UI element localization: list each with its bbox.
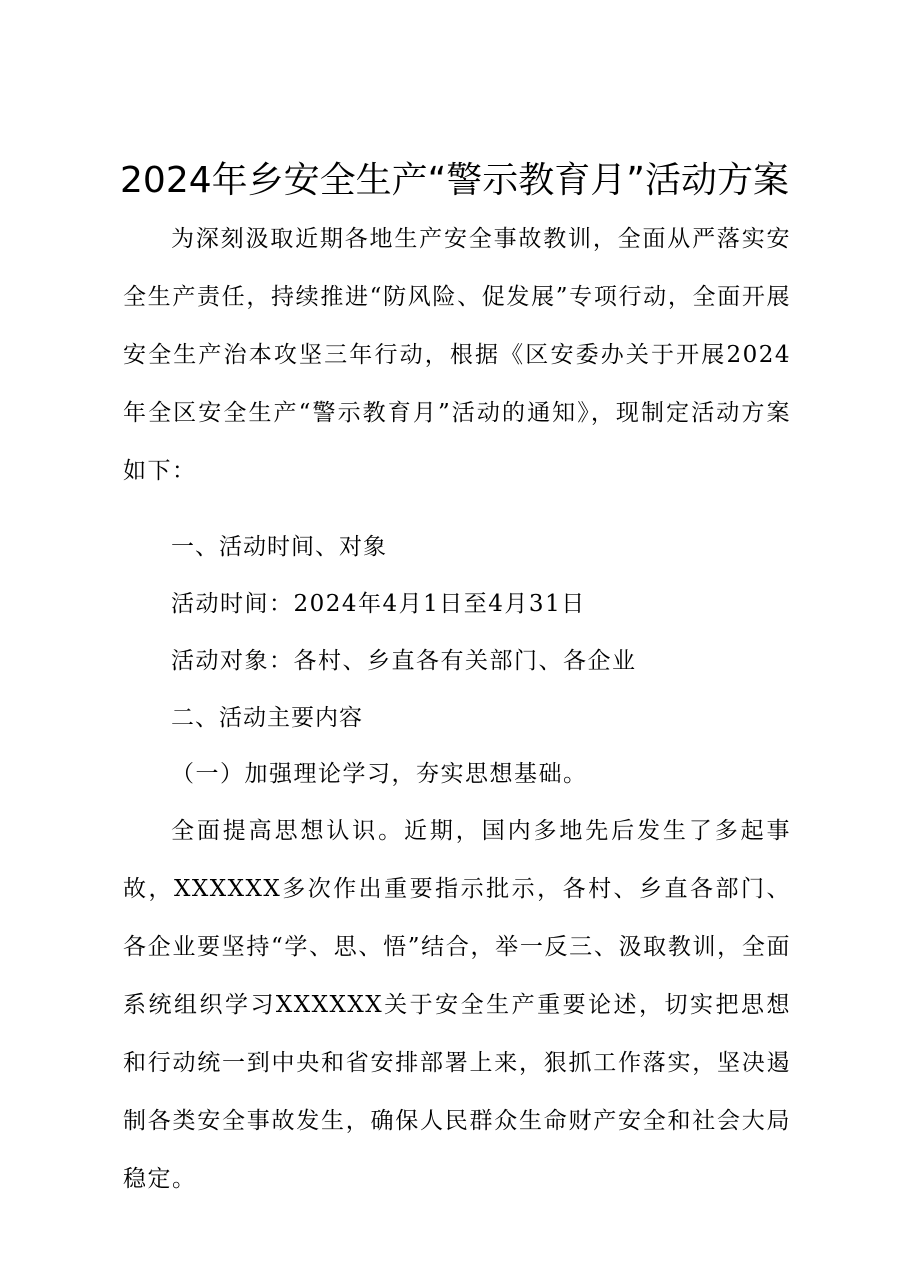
section-1-heading: 一、活动时间、对象 [171, 534, 387, 560]
activity-target: 活动对象：各村、乡直各有关部门、各企业 [171, 648, 637, 674]
document-title: 2024年乡安全生产“警示教育月”活动方案 [120, 160, 789, 201]
subsection-1-heading: （一）加强理论学习，夯实思想基础。 [171, 761, 588, 787]
subsection-1-paragraph: 全面提高思想认识。近期，国内多地先后发生了多起事故，XXXXXX多次作出重要指示批示，各村、乡直各部门、各企业要坚持“学、思、悟”结合，举一反三、汲取教训，全面系统组织学习XXXXXX关于安全生产重要论述，切实把思想和行动统一到中央和省安排部署上来，狠抓工作落实，坚决遏制各类安全事故发生，确保人民群众生命财产安全和社会大局稳定。 [123, 818, 791, 1192]
activity-time: 活动时间：2024年4月1日至4月31日 [171, 591, 586, 617]
intro-paragraph: 为深刻汲取近期各地生产安全事故教训，全面从严落实安全生产责任，持续推进“防风险、促发展”专项行动，全面开展安全生产治本攻坚三年行动，根据《区安委办关于开展2024年全区安全生产“警示教育月”活动的通知》，现制定活动方案如下： [123, 226, 791, 484]
section-2-heading: 二、活动主要内容 [171, 705, 363, 731]
